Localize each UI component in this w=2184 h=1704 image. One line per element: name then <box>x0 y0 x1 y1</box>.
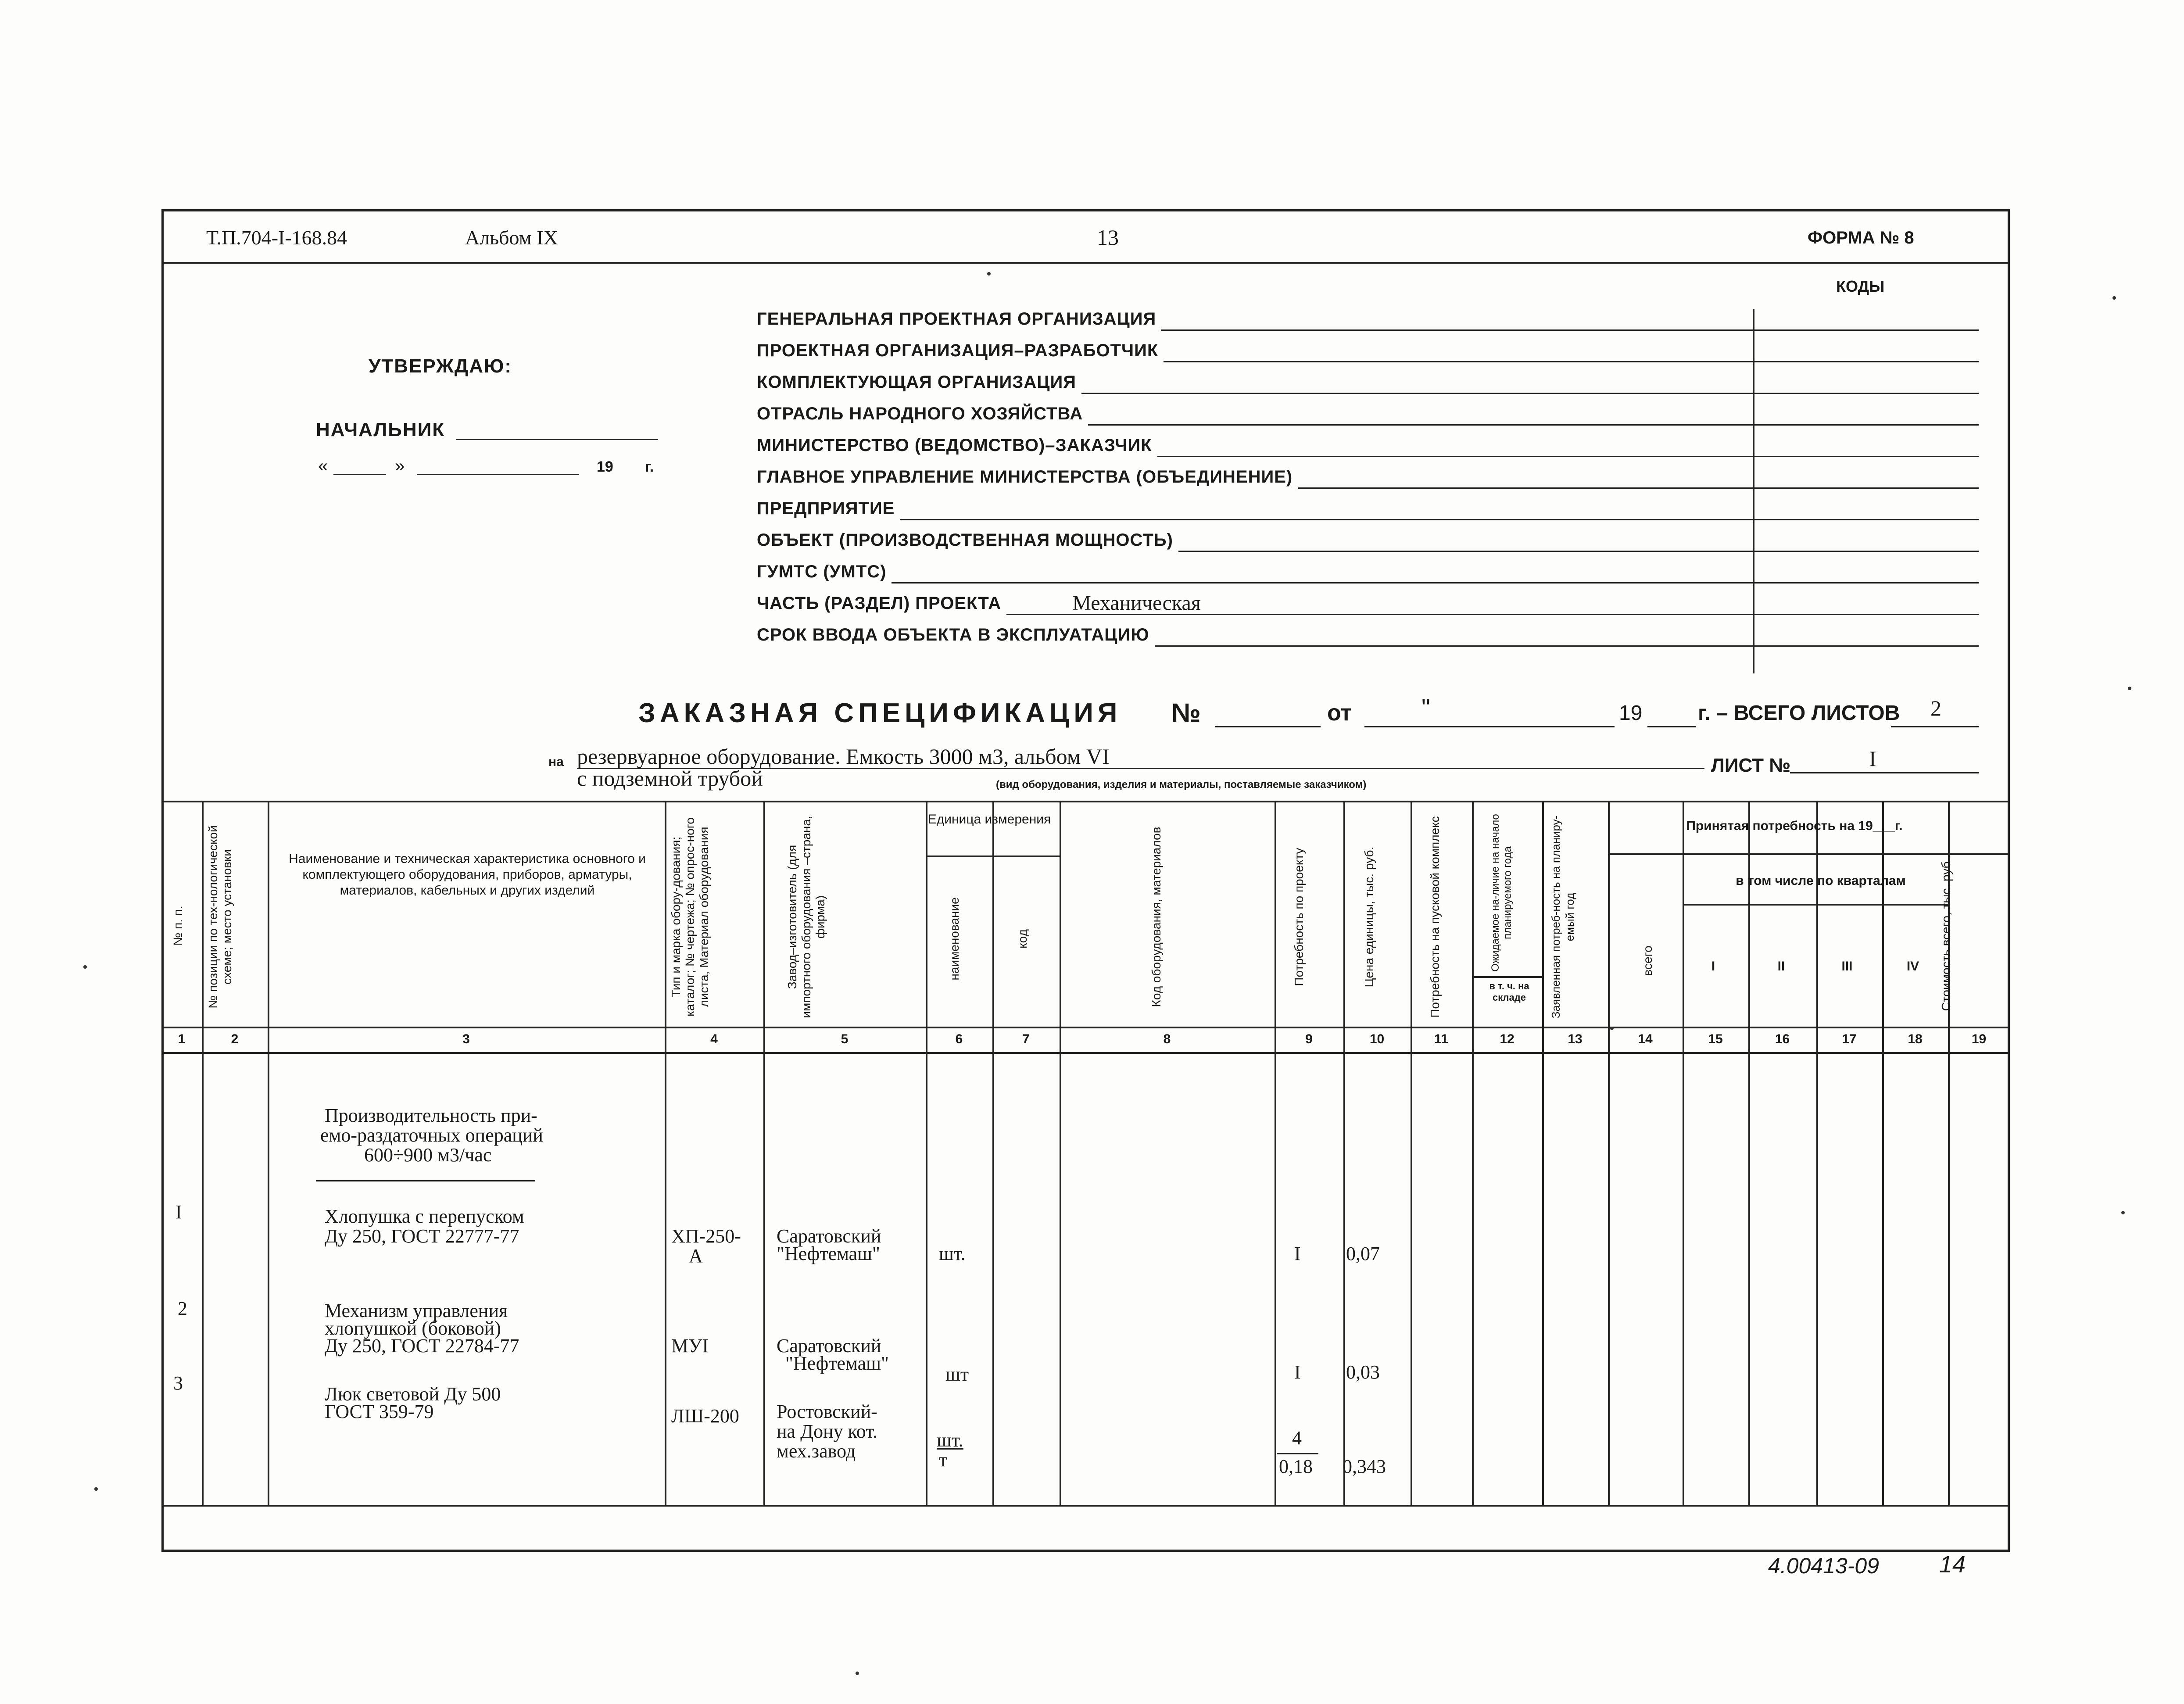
row1-price: 0,07 <box>1346 1243 1380 1264</box>
column-number: 13 <box>1568 1032 1583 1046</box>
date-quote-open: « <box>318 456 328 476</box>
spec-year: 19 <box>1619 702 1643 725</box>
spec-date-line <box>1364 726 1615 727</box>
org-field-line <box>1088 424 1979 426</box>
table-column-divider <box>1411 801 1412 1505</box>
row2-name-line3: Ду 250, ГОСТ 22784-77 <box>325 1335 519 1357</box>
column-number: 4 <box>710 1032 718 1046</box>
column-number: 2 <box>231 1032 239 1046</box>
row2-name-line1: Механизм управления <box>325 1300 508 1321</box>
header-q2: II <box>1777 959 1785 974</box>
table-column-divider <box>1683 801 1684 1505</box>
org-field-line <box>1161 329 1979 331</box>
column-number: 10 <box>1369 1032 1385 1046</box>
date-year: 19 <box>597 458 613 475</box>
table-column-divider <box>1816 801 1818 1505</box>
header-equipment-code: Код оборудования, материалов <box>1149 827 1163 1007</box>
header-in-warehouse: в т. ч. на складе <box>1489 981 1529 1003</box>
org-field-line <box>1178 551 1979 552</box>
row1-unit: шт. <box>939 1243 966 1264</box>
column-number: 18 <box>1908 1032 1923 1046</box>
row2-maker-line2: "Нефтемаш" <box>785 1353 889 1374</box>
spec-no-line <box>1215 726 1321 727</box>
org-field-line <box>1157 456 1979 457</box>
spec-sheet-no: I <box>1869 746 1876 771</box>
column-number: 17 <box>1842 1032 1857 1046</box>
footer-doc-number: 4.00413-09 <box>1768 1554 1880 1578</box>
header-manufacturer: Завод–изготовитель (для импортного оборудования –страна, фирма) <box>785 816 827 1018</box>
row1-name-line1: Хлопушка с перепуском <box>325 1206 524 1227</box>
org-field-line <box>1155 645 1979 647</box>
org-field-label: ПРЕДПРИЯТИЕ <box>757 499 895 518</box>
table-column-divider <box>1608 801 1610 1505</box>
table-column-divider <box>1882 801 1884 1505</box>
chief-signature-line <box>456 439 658 440</box>
header-quarters-group: в том числе по кварталам <box>1736 873 1906 888</box>
table-subheader-line <box>1472 976 1542 978</box>
spec-no-label: № <box>1171 698 1201 727</box>
column-number: 5 <box>841 1032 849 1046</box>
footer-page-number: 14 <box>1939 1551 1966 1578</box>
spec-total-sheets: 2 <box>1930 696 1941 720</box>
album-label: Альбом IX <box>465 226 558 249</box>
section-heading-line1: Производительность при- <box>325 1105 537 1126</box>
column-number: 14 <box>1638 1032 1653 1046</box>
row3-maker-line3: мех.завод <box>777 1440 856 1462</box>
table-column-divider <box>1748 801 1750 1505</box>
table-top-border <box>161 801 2010 802</box>
drawing-code: Т.П.704-I-168.84 <box>206 226 347 249</box>
table-column-divider <box>1472 801 1474 1505</box>
row2-type: МУI <box>671 1335 709 1357</box>
org-field-label: ОБЪЕКТ (ПРОИЗВОДСТВЕННАЯ МОЩНОСТЬ) <box>757 530 1173 550</box>
spec-total-line <box>1891 726 1979 727</box>
row3-qty-line2: 0,18 <box>1279 1456 1313 1477</box>
spec-from-label: от <box>1327 700 1352 726</box>
chief-label: НАЧАЛЬНИК <box>316 419 445 440</box>
spec-on-label: на <box>548 755 564 769</box>
row2-unit: шт <box>945 1364 969 1385</box>
table-header-bottom <box>161 1027 2010 1028</box>
org-field-label: ЧАСТЬ (РАЗДЕЛ) ПРОЕКТА <box>757 594 1002 613</box>
codes-column-divider <box>1753 309 1754 673</box>
table-column-divider <box>665 801 666 1505</box>
column-number: 15 <box>1708 1032 1723 1046</box>
column-number: 19 <box>1971 1032 1987 1046</box>
header-divider <box>161 262 2010 264</box>
row3-name-line1: Люк световой Ду 500 <box>325 1383 501 1405</box>
table-column-divider <box>202 801 204 1505</box>
column-number: 9 <box>1305 1032 1313 1046</box>
section-heading-underline <box>316 1180 535 1181</box>
table-column-divider <box>1542 801 1544 1505</box>
table-column-divider <box>926 801 927 1505</box>
row2-name-line2: хлопушкой (боковой) <box>325 1317 501 1339</box>
column-number: 7 <box>1022 1032 1030 1046</box>
page-number: 13 <box>1097 225 1119 250</box>
org-field-line <box>900 519 1979 520</box>
row3-maker-line2: на Дону кот. <box>777 1421 878 1442</box>
header-unit-group: Единица измерения <box>927 812 1051 827</box>
column-number: 1 <box>178 1032 186 1046</box>
row2-price: 0,03 <box>1346 1361 1380 1383</box>
table-column-divider <box>268 801 269 1505</box>
row3-type: ЛШ-200 <box>671 1405 739 1427</box>
table-subheader-line <box>926 856 1060 857</box>
table-column-divider <box>1275 801 1276 1505</box>
column-number: 8 <box>1163 1032 1171 1046</box>
table-column-divider <box>1060 801 1061 1505</box>
column-number: 12 <box>1500 1032 1514 1046</box>
row2-qty: I <box>1294 1361 1301 1383</box>
org-field-label: МИНИСТЕРСТВО (ВЕДОМСТВО)–ЗАКАЗЧИК <box>757 436 1152 455</box>
date-year-suffix: г. <box>645 458 654 475</box>
org-field-label: ГЕНЕРАЛЬНАЯ ПРОЕКТНАЯ ОРГАНИЗАЦИЯ <box>757 309 1156 329</box>
spec-total-label: г. – ВСЕГО ЛИСТОВ <box>1698 702 1900 725</box>
org-field-label: ГЛАВНОЕ УПРАВЛЕНИЕ МИНИСТЕРСТВА (ОБЪЕДИНЕНИЕ) <box>757 467 1293 487</box>
org-field-label: КОМПЛЕКТУЮЩАЯ ОРГАНИЗАЦИЯ <box>757 372 1076 392</box>
header-name-characteristics: Наименование и техническая характеристика основного и комплектующего оборудования, приборов, арматуры, материалов, кабельных и других изделий <box>289 852 646 898</box>
column-number: 3 <box>462 1032 470 1046</box>
row3-maker-line1: Ростовский- <box>777 1401 877 1422</box>
header-declared-need: Заявленная потреб-ность на планиру-емый год <box>1549 815 1576 1019</box>
table-bottom-border <box>161 1505 2010 1507</box>
row1-maker-line1: Саратовский <box>777 1225 881 1247</box>
spec-date-quote: " <box>1421 694 1430 721</box>
section-heading-line3: 600÷900 м3/час <box>364 1144 492 1166</box>
header-q1: I <box>1711 959 1715 974</box>
section-heading-line2: емо-раздаточных операций <box>320 1124 543 1146</box>
table-column-divider <box>1343 801 1345 1505</box>
header-q3: III <box>1841 959 1853 974</box>
spec-title: ЗАКАЗНАЯ СПЕЦИФИКАЦИЯ <box>638 698 1122 728</box>
header-unit-code: код <box>1016 929 1029 949</box>
row1-qty: I <box>1294 1243 1301 1264</box>
header-accepted-group: Принятая потребность на 19___г. <box>1686 819 1903 833</box>
row3-unit-line1: шт. <box>937 1429 963 1451</box>
row1-type-line1: ХП-250- <box>671 1225 741 1247</box>
header-project-need: Потребность по проекту <box>1292 848 1306 986</box>
spec-year-line <box>1647 726 1696 727</box>
table-column-divider <box>992 801 994 1505</box>
org-field-line <box>1164 361 1979 362</box>
org-field-label: ОТРАСЛЬ НАРОДНОГО ХОЗЯЙСТВА <box>757 404 1083 423</box>
row3-name-line2: ГОСТ 359-79 <box>325 1401 434 1422</box>
row3-qty-divider <box>1277 1453 1318 1454</box>
header-unit-name: наименование <box>948 897 961 981</box>
row3-unit-line2: т <box>939 1449 948 1471</box>
spec-sheet-line <box>1790 772 1979 773</box>
row2-maker-line1: Саратовский <box>777 1335 881 1357</box>
approve-label: УТВЕРЖДАЮ: <box>369 355 512 377</box>
header-row-no: № п. п. <box>171 906 185 946</box>
row2-no: 2 <box>178 1298 187 1319</box>
spec-subject-line1: резервуарное оборудование. Емкость 3000 м3, альбом VI <box>577 744 1110 769</box>
row3-qty-line1: 4 <box>1292 1427 1302 1449</box>
header-type-brand: Тип и марка обору-дования; каталог; № чертежа; № опрос-ного листа, Материал оборудования <box>669 817 711 1017</box>
row1-no: I <box>175 1201 182 1223</box>
date-day-line <box>333 474 386 475</box>
row3-price: 0,343 <box>1343 1456 1386 1477</box>
date-quote-close: » <box>395 456 405 476</box>
org-field-line <box>1298 487 1979 489</box>
column-number: 16 <box>1775 1032 1790 1046</box>
org-field-label: СРОК ВВОДА ОБЪЕКТА В ЭКСПЛУАТАЦИЮ <box>757 625 1149 644</box>
column-number: 6 <box>955 1032 963 1046</box>
column-number: 11 <box>1434 1032 1448 1046</box>
org-field-value: Механическая <box>1072 591 1201 615</box>
org-field-label: ГУМТС (УМТС) <box>757 562 887 581</box>
spec-sheet-label: ЛИСТ № <box>1711 755 1791 776</box>
header-expected-stock: Ожидаемое на-личие на начало планируемого года <box>1489 814 1514 972</box>
codes-label: КОДЫ <box>1836 277 1885 295</box>
header-q4: IV <box>1906 959 1919 974</box>
row1-maker-line2: "Нефтемаш" <box>777 1243 880 1264</box>
org-field-line <box>892 582 1979 584</box>
column-numbers-bottom <box>161 1052 2010 1054</box>
header-position: № позиции по тех-нологической схеме; место установки <box>206 825 234 1009</box>
spec-subject-line2: с подземной трубой <box>577 766 763 791</box>
org-field-label: ПРОЕКТНАЯ ОРГАНИЗАЦИЯ–РАЗРАБОТЧИК <box>757 341 1159 360</box>
org-field-line <box>1081 393 1979 394</box>
table-subheader-line <box>1683 904 1948 906</box>
header-unit-price: Цена единицы, тыс. руб. <box>1362 846 1376 988</box>
date-month-line <box>417 474 579 475</box>
spec-subject-caption: (вид оборудования, изделия и материалы, поставляемые заказчиком) <box>996 779 1367 791</box>
table-column-divider <box>763 801 765 1505</box>
row1-type-line2: А <box>689 1245 703 1267</box>
row1-name-line2: Ду 250, ГОСТ 22777-77 <box>325 1225 519 1247</box>
header-total: всего <box>1641 945 1654 976</box>
row3-no: 3 <box>173 1372 183 1394</box>
form-number: ФОРМА № 8 <box>1808 228 1914 247</box>
table-subheader-line <box>1608 853 2010 855</box>
header-startup-need: Потребность на пусковой комплекс <box>1428 816 1442 1018</box>
header-total-cost: Стоимость всего, тыс. руб. <box>1939 858 1953 1011</box>
